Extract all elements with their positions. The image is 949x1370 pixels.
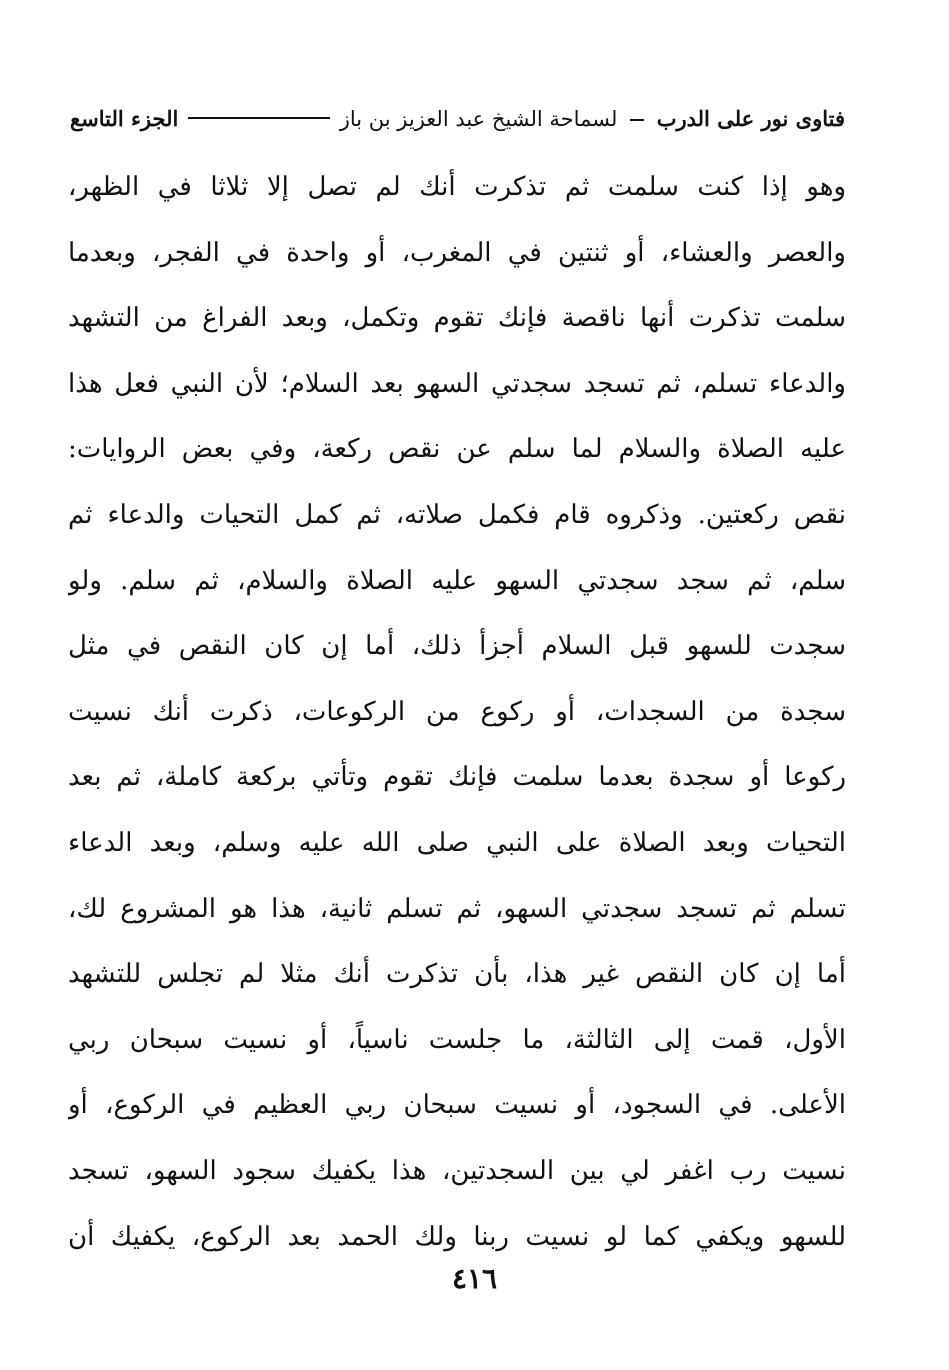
text-line: للسهو ويكفي كما لو نسيت ربنا ولك الحمد بعد الركوع، يكفيك أن [68,1221,846,1252]
text-line: تسلم ثم تسجد سجدتي السهو، ثم تسلم ثانية، هذا هو المشروع لك، [68,893,846,924]
page-number: ٤١٦ [451,1262,498,1295]
text-line: سجدت للسهو قبل السلام أجزأ ذلك، أما إن كان النقص في مثل [68,631,846,662]
author-name: لسماحة الشيخ عبد العزيز بن باز [339,106,618,131]
body-text [68,155,846,1270]
text-line: الأول، قمت إلى الثالثة، ما جلست ناسياً، أو نسيت سبحان ربي [68,1024,846,1055]
running-header [70,100,845,136]
book-title: فتاوى نور على الدرب [656,105,845,131]
text-line: ركوعا أو سجدة بعدما سلمت فإنك تقوم وتأتي بركعة كاملة، ثم بعد [68,762,846,793]
text-line: التحيات وبعد الصلاة على النبي صلى الله عليه وسلم، وبعد الدعاء [68,827,846,858]
text-line: سجدة من السجدات، أو ركوع من الركوعات، ذكرت أنك نسيت [68,696,846,727]
volume-label: الجزء التاسع [70,105,179,131]
text-line: والعصر والعشاء، أو ثنتين في المغرب، أو واحدة في الفجر، وبعدما [68,237,846,268]
text-line: أما إن كان النقص غير هذا، بأن تذكرت أنك مثلا لم تجلس للتشهد [68,959,846,990]
text-line: عليه الصلاة والسلام لما سلم عن نقص ركعة، وفي بعض الروايات: [68,434,846,465]
text-line: سلمت تذكرت أنها ناقصة فإنك تقوم وتكمل، وبعد الفراغ من التشهد [68,303,846,334]
text-line: نسيت رب اغفر لي بين السجدتين، هذا يكفيك سجود السهو، تسجد [68,1155,846,1186]
text-line: وهو إذا كنت سلمت ثم تذكرت أنك لم تصل إلا ثلاثا في الظهر، [68,172,846,202]
text-line: نقص ركعتين. وذكروه قام فكمل صلاته، ثم كمل التحيات والدعاء ثم [68,499,846,530]
header-title-group [340,106,845,131]
text-line: الأعلى. في السجود، أو نسيت سبحان ربي العظيم في الركوع، أو [68,1090,846,1121]
header-dash [630,119,644,121]
text-line: والدعاء تسلم، ثم تسجد سجدتي السهو بعد السلام؛ لأن النبي فعل هذا [68,368,846,399]
text-line: سلم، ثم سجد سجدتي السهو عليه الصلاة والسلام، ثم سلم. ولو [68,565,846,596]
header-rule [188,117,329,119]
